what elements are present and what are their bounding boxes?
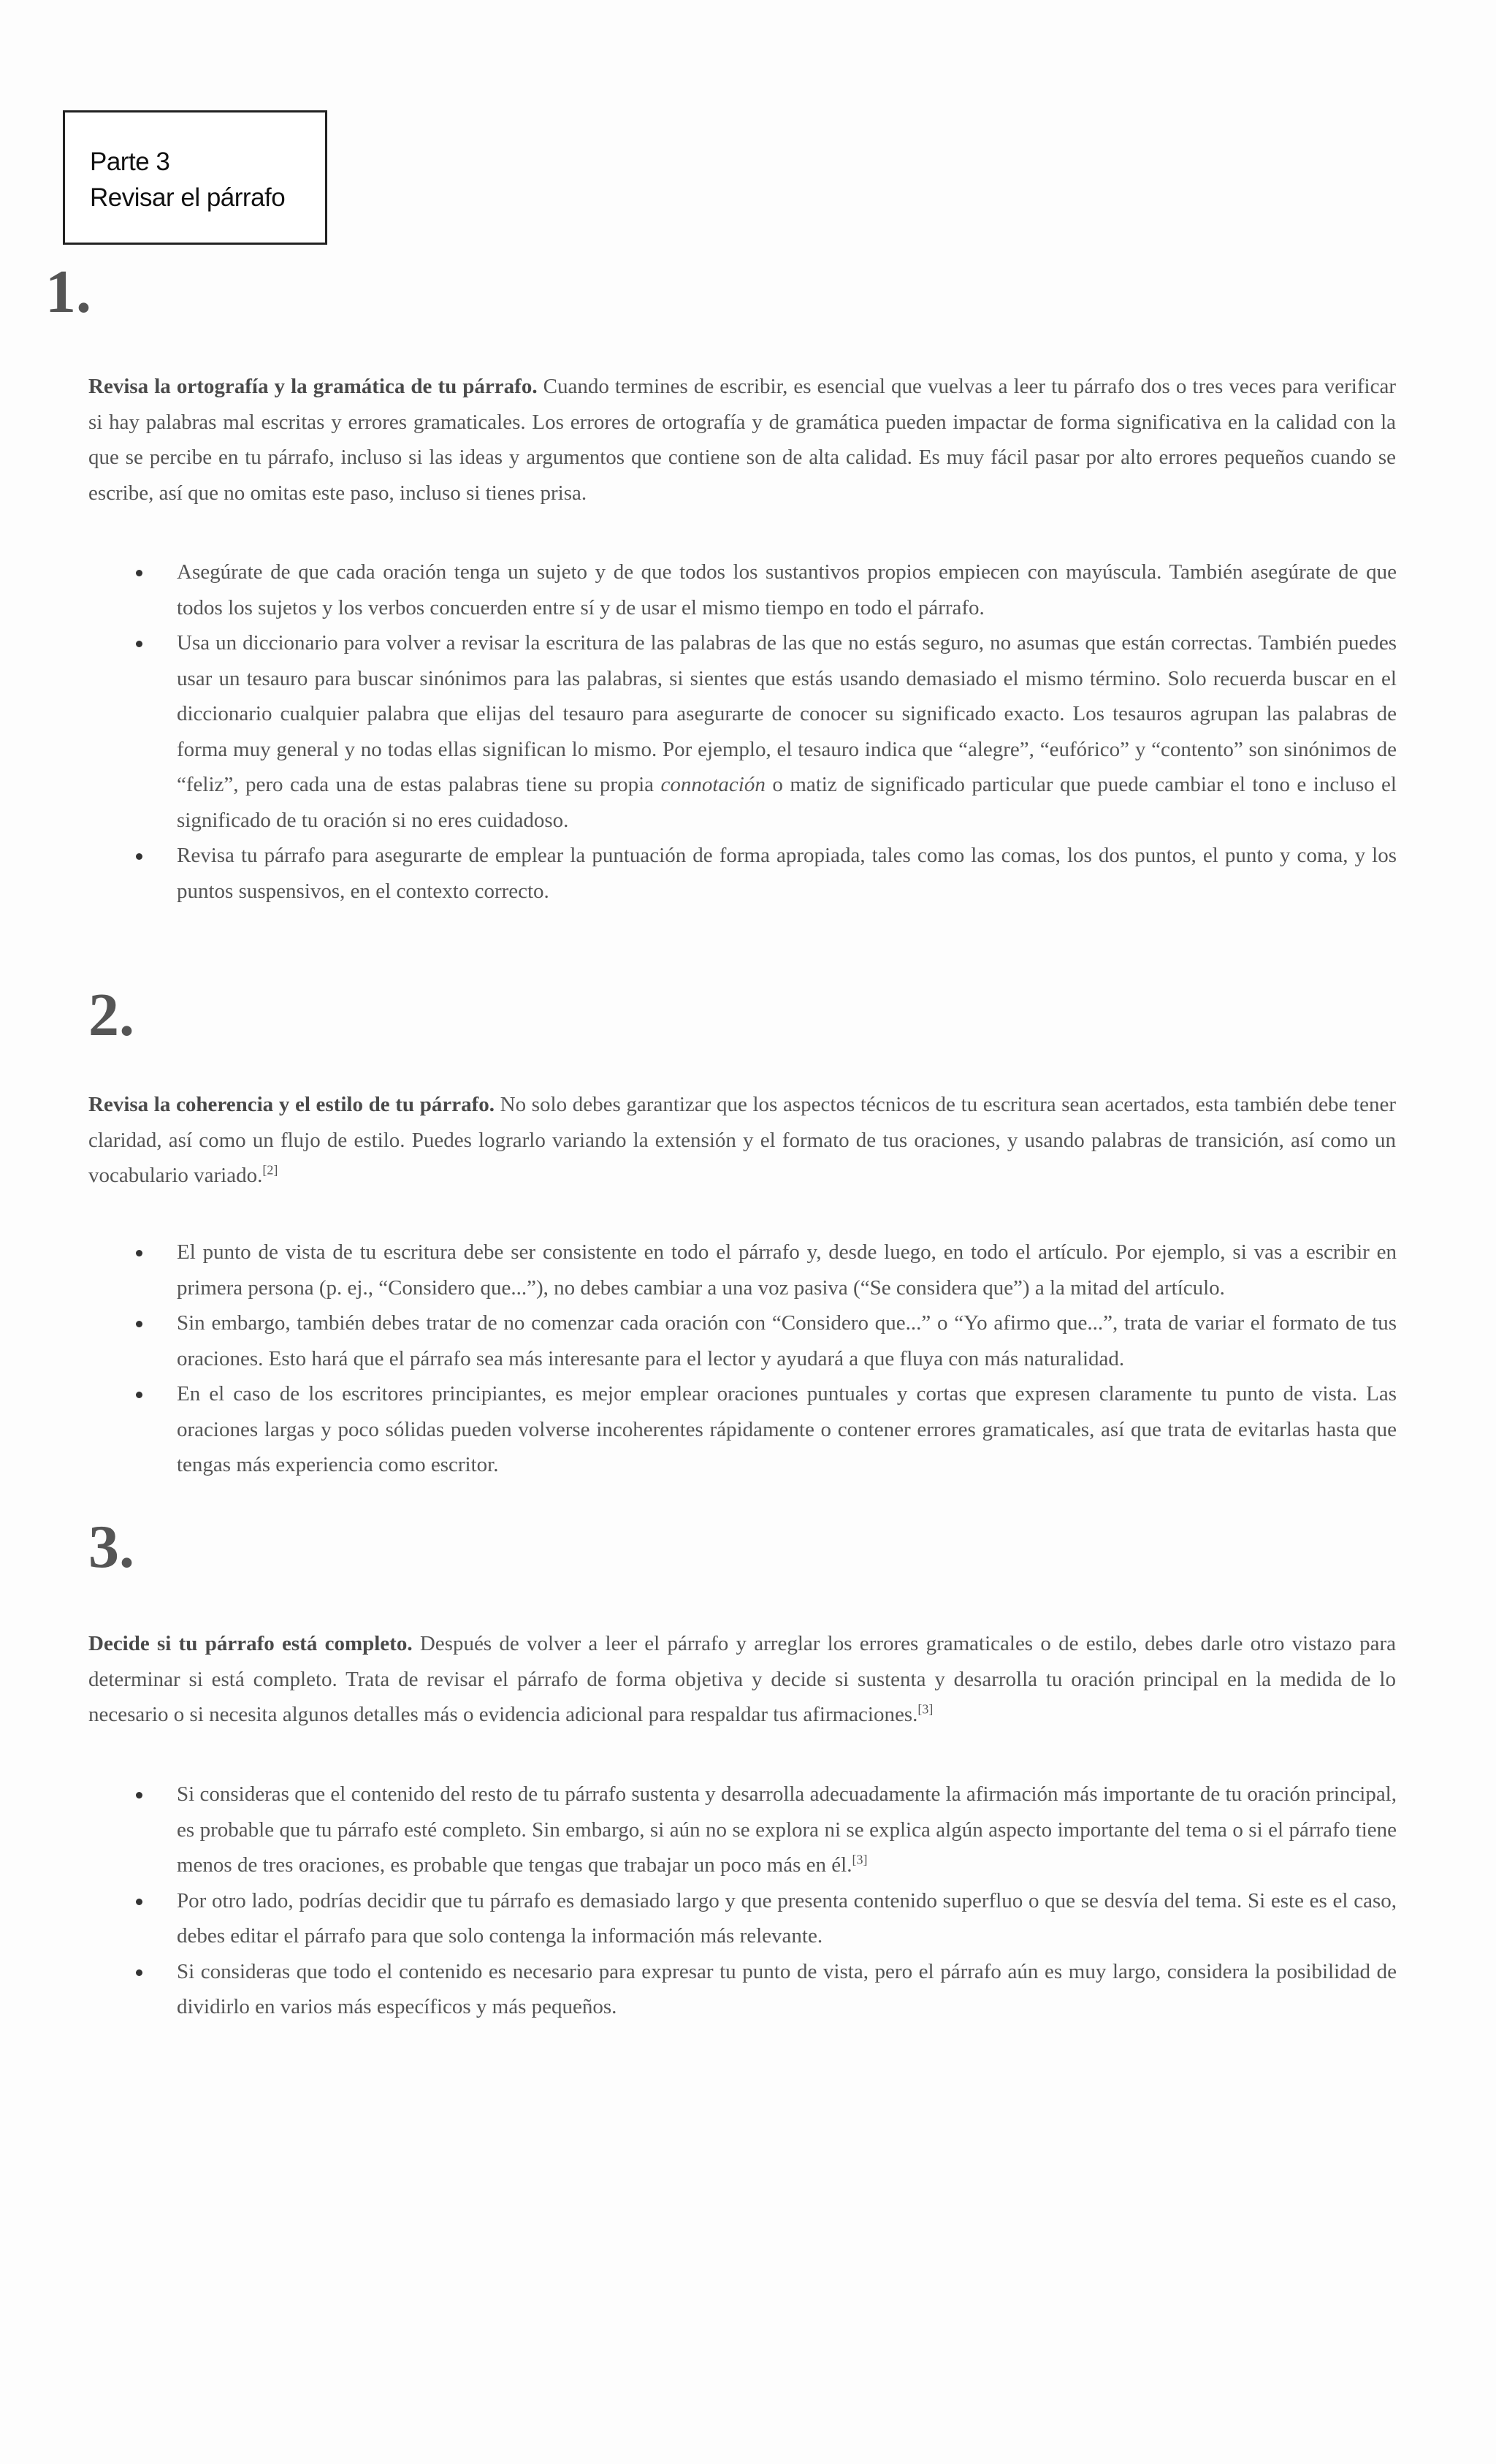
list-item: Por otro lado, podrías decidir que tu párrafo es demasiado largo y que presenta contenido superfluo o que se desvía del tema. Si este es el caso, debes editar el párrafo para que solo contenga la información más relevante. [0, 1883, 1397, 1954]
step-3-body: Después de volver a leer el párrafo y arreglar los errores gramaticales o de estilo, debes darle otro vistazo para determinar si está completo. Trata de revisar el párrafo de forma objetiva y decide si sustenta y desarrolla tu oración principal en la medida de lo necesario o si necesita algunos detalles más o evidencia adicional para respaldar tus afirmaciones. [88, 1632, 1396, 1726]
step-3-bullet-list [0, 1777, 1397, 2025]
step-2-paragraph [88, 1087, 1396, 1194]
bullet-icon [136, 853, 142, 860]
step-3-lead: Decide si tu párrafo está completo. [88, 1632, 413, 1655]
list-item: En el caso de los escritores principiantes, es mejor emplear oraciones puntuales y cortas que expresen claramente tu punto de vista. Las oraciones largas y poco sólidas pueden volverse incoherentes rápidamente o contener errores gramaticales, así que trata de evitarlas hasta que tengas más experiencia como escritor. [0, 1376, 1397, 1483]
list-item: Asegúrate de que cada oración tenga un sujeto y de que todos los sustantivos propios empiecen con mayúscula. También asegúrate de que todos los sujetos y los verbos concuerden entre sí y de usar el mismo tiempo en todo el párrafo. [0, 554, 1397, 625]
bullet-icon [136, 641, 142, 647]
list-item: Usa un diccionario para volver a revisar la escritura de las palabras de las que no estás seguro, no asumas que están correctas. También puedes usar un tesauro para buscar sinónimos para las palabras, si sientes que estás usando demasiado el mismo término. Solo recuerda buscar en el diccionario cualquier palabra que elijas del tesauro para asegurarte de conocer su significado exacto. Los tesauros agrupan las palabras de forma muy general y no todas ellas significan lo mismo. Por ejemplo, el tesauro indica que “alegre”, “eufórico” y “contento” son sinónimos de “feliz”, pero cada una de estas palabras tiene su propia connotación o matiz de significado particular que puede cambiar el tono e incluso el significado de tu oración si no eres cuidadoso. [0, 625, 1397, 838]
step-2-lead: Revisa la coherencia y el estilo de tu párrafo. [88, 1093, 495, 1116]
bullet-icon [136, 1969, 142, 1976]
step-2-bullet-list [0, 1235, 1397, 1483]
bullet-icon [136, 1899, 142, 1905]
list-item: Sin embargo, también debes tratar de no comenzar cada oración con “Considero que...” o “Yo afirmo que...”, trata de variar el formato de tus oraciones. Esto hará que el párrafo sea más interesante para el lector y ayudará a que fluya con más naturalidad. [0, 1305, 1397, 1376]
connotation-term: connotación [660, 773, 766, 796]
step-2-body: No solo debes garantizar que los aspectos técnicos de tu escritura sean acertados, esta también debe tener claridad, así como un flujo de estilo. Puedes lograrlo variando la extensión y el formato de tus oraciones, y usando palabras de transición, así como un vocabulario variado. [88, 1093, 1396, 1187]
bullet-icon [136, 1250, 142, 1256]
citation-ref[interactable]: [3] [852, 1852, 868, 1867]
bullet-icon [136, 1321, 142, 1327]
step-number-1: 1. [45, 258, 91, 326]
bullet-icon [136, 570, 142, 576]
part-label: Parte 3 [90, 148, 170, 176]
step-1-bullet-list [0, 554, 1397, 909]
bullet-icon [136, 1392, 142, 1398]
list-item: Si consideras que todo el contenido es necesario para expresar tu punto de vista, pero el párrafo aún es muy largo, considera la posibilidad de dividirlo en varios más específicos y más pequeños. [0, 1954, 1397, 2025]
step-1-body: Cuando termines de escribir, es esencial que vuelvas a leer tu párrafo dos o tres veces para verificar si hay palabras mal escritas y errores gramaticales. Los errores de ortografía y de gramática pueden impactar de forma significativa en la calidad con la que se percibe en tu párrafo, incluso si las ideas y argumentos que contiene son de alta calidad. Es muy fácil pasar por alto errores pequeños cuando se escribe, así que no omitas este paso, incluso si tienes prisa. [88, 375, 1396, 505]
part-title: Revisar el párrafo [90, 183, 286, 212]
list-item: Revisa tu párrafo para asegurarte de emplear la puntuación de forma apropiada, tales como las comas, los dos puntos, el punto y coma, y los puntos suspensivos, en el contexto correcto. [0, 838, 1397, 909]
step-1-paragraph [88, 369, 1396, 511]
list-item: Si consideras que el contenido del resto de tu párrafo sustenta y desarrolla adecuadamente la afirmación más importante de tu oración principal, es probable que tu párrafo esté completo. Sin embargo, si aún no se explora ni se explica algún aspecto importante del tema o si el párrafo tiene menos de tres oraciones, es probable que tengas que trabajar un poco más en él.[3] [0, 1777, 1397, 1883]
citation-ref[interactable]: [2] [262, 1162, 278, 1178]
step-3-paragraph [88, 1626, 1396, 1733]
citation-ref[interactable]: [3] [917, 1701, 934, 1717]
part-header-box [63, 110, 327, 245]
step-number-3: 3. [88, 1513, 134, 1581]
step-1-lead: Revisa la ortografía y la gramática de tu párrafo. [88, 375, 538, 398]
step-number-2: 2. [88, 981, 134, 1049]
bullet-icon [136, 1792, 142, 1799]
list-item: El punto de vista de tu escritura debe ser consistente en todo el párrafo y, desde luego, en todo el artículo. Por ejemplo, si vas a escribir en primera persona (p. ej., “Considero que...”), no debes cambiar a una voz pasiva (“Se considera que”) a la mitad del artículo. [0, 1235, 1397, 1305]
